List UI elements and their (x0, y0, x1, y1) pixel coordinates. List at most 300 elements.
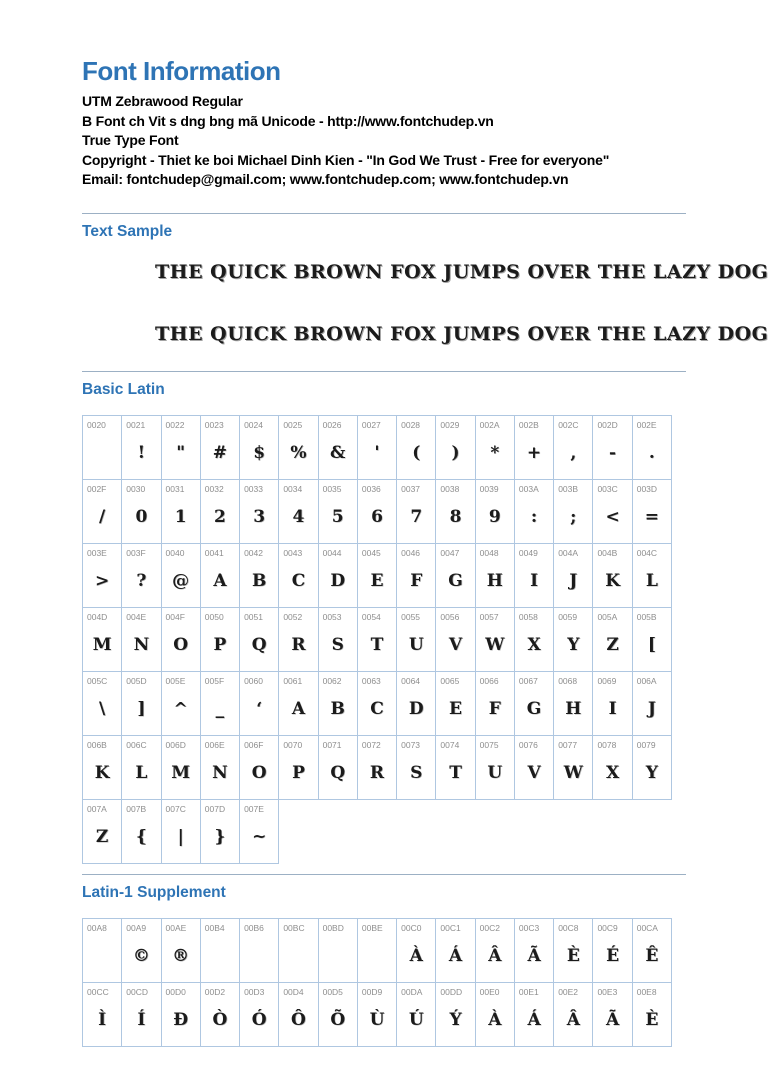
glyph-cell (435, 735, 475, 800)
glyph-code-label: 007B (126, 803, 147, 814)
glyph-character: T (370, 635, 384, 655)
glyph-character: * (490, 443, 500, 463)
glyph-code-label: 0069 (597, 675, 617, 686)
glyph-code-label: 0033 (244, 483, 263, 494)
glyph-cell (200, 479, 240, 544)
glyph-character: I (608, 699, 617, 719)
glyph-character: T (449, 763, 462, 783)
glyph-code-label: 0067 (518, 675, 538, 686)
glyph-row (83, 415, 686, 480)
glyph-character: # (212, 443, 228, 463)
glyph-code-label: 0031 (165, 483, 185, 494)
glyph-cell (475, 918, 515, 983)
glyph-cell (357, 735, 397, 800)
glyph-cell (239, 671, 279, 736)
glyph-cell (475, 671, 515, 736)
font-info-block (82, 92, 686, 190)
font-type-line: True Type Font (82, 132, 179, 148)
glyph-cell (592, 543, 632, 608)
glyph-cell (592, 479, 632, 544)
glyph-character: : (530, 507, 538, 527)
glyph-cell (318, 918, 358, 983)
glyph-character: © (132, 946, 150, 966)
glyph-cell (514, 543, 554, 608)
glyph-code-label: 00BD (322, 922, 344, 933)
glyph-cell (200, 918, 240, 983)
glyph-code-label: 0064 (401, 675, 421, 686)
glyph-character: ] (137, 699, 146, 719)
glyph-character: S (331, 635, 344, 655)
glyph-code-label: 006B (87, 739, 107, 750)
glyph-character: R (291, 635, 306, 655)
glyph-character: Á (527, 1010, 541, 1030)
glyph-code-label: 0040 (165, 547, 185, 558)
glyph-code-label: 0020 (87, 419, 106, 430)
glyph-code-label: 00E3 (597, 986, 618, 997)
glyph-character: K (605, 571, 620, 591)
glyph-cell (200, 543, 240, 608)
glyph-code-label: 003C (597, 483, 618, 494)
glyph-character: 5 (331, 507, 344, 527)
glyph-code-label: 005E (165, 675, 186, 686)
glyph-character: Ò (212, 1010, 228, 1030)
glyph-cell (239, 735, 279, 800)
glyph-character: % (290, 443, 307, 463)
glyph-character: Q (251, 635, 267, 655)
glyph-code-label: 003E (87, 547, 107, 558)
glyph-cell (357, 543, 397, 608)
glyph-cell (475, 543, 515, 608)
glyph-character: M (171, 763, 191, 783)
glyph-code-label: 0073 (401, 739, 421, 750)
glyph-code-label: 00D4 (283, 986, 304, 997)
glyph-character (279, 935, 317, 978)
glyph-code-label: 0032 (204, 483, 224, 494)
glyph-character: ? (136, 571, 147, 591)
glyph-code-label: 0065 (440, 675, 460, 686)
glyph-character: U (408, 635, 424, 655)
glyph-code-label: 0052 (283, 611, 303, 622)
glyph-code-label: 003A (518, 483, 539, 494)
glyph-code-label: 0046 (401, 547, 421, 558)
glyph-cell (239, 982, 279, 1047)
glyph-character: B (252, 571, 267, 591)
glyph-character: ^ (173, 699, 188, 719)
glyph-cell (82, 543, 122, 608)
glyph-code-label: 0037 (401, 483, 421, 494)
glyph-code-label: 0048 (479, 547, 499, 558)
glyph-code-label: 0038 (440, 483, 460, 494)
glyph-cell (592, 671, 632, 736)
glyph-code-label: 0054 (361, 611, 381, 622)
glyph-character: A (213, 571, 227, 591)
glyph-character: B (330, 699, 345, 719)
glyph-character: Í (137, 1010, 146, 1030)
glyph-code-label: 0063 (361, 675, 381, 686)
glyph-character: W (485, 635, 505, 655)
glyph-character: È (645, 1010, 659, 1030)
glyph-code-label: 0070 (283, 739, 303, 750)
glyph-cell (200, 982, 240, 1047)
glyph-character: Z (606, 635, 619, 655)
glyph-character: 9 (488, 507, 501, 527)
glyph-code-label: 0027 (361, 419, 381, 430)
glyph-character: J (569, 571, 578, 591)
glyph-cell (278, 543, 318, 608)
glyph-character: È (566, 946, 580, 966)
glyph-code-label: 007C (165, 803, 186, 814)
email-line: Email: fontchudep@gmail.com; www.fontchudep.com; www.fontchudep.vn (82, 171, 569, 187)
glyph-code-label: 005C (87, 675, 108, 686)
glyph-cell (161, 982, 201, 1047)
glyph-cell (632, 607, 672, 672)
glyph-character: E (370, 571, 384, 591)
glyph-code-label: 00A9 (126, 922, 147, 933)
glyph-cell (239, 607, 279, 672)
glyph-code-label: 00C3 (518, 922, 540, 933)
glyph-code-label: 004F (165, 611, 185, 622)
glyph-cell (161, 918, 201, 983)
glyph-cell (239, 479, 279, 544)
glyph-cell (396, 671, 436, 736)
glyph-character: Y (645, 763, 658, 783)
glyph-cell (553, 479, 593, 544)
font-description-line: B Font ch Vit s dng bng mã Unicode - http://www.fontchudep.vn (82, 112, 494, 129)
glyph-character: ® (172, 946, 190, 966)
glyph-character: Q (330, 763, 346, 783)
glyph-cell (82, 735, 122, 800)
text-sample-line-1: THE QUICK BROWN FOX JUMPS OVER THE LAZY DOG (155, 260, 768, 283)
glyph-character: F (410, 571, 423, 591)
glyph-code-label: 0024 (244, 419, 263, 430)
glyph-code-label: 0042 (244, 547, 263, 558)
glyph-character: - (609, 443, 617, 463)
glyph-code-label: 0053 (322, 611, 342, 622)
glyph-cell (357, 479, 397, 544)
glyph-cell (121, 982, 161, 1047)
glyph-cell (121, 735, 161, 800)
glyph-code-label: 00E1 (518, 986, 539, 997)
glyph-cell (514, 982, 554, 1047)
glyph-code-label: 00C0 (401, 922, 422, 933)
glyph-cell (396, 543, 436, 608)
glyph-character: O (251, 763, 267, 783)
glyph-cell (632, 735, 672, 800)
glyph-code-label: 00BC (283, 922, 305, 933)
glyph-cell (161, 479, 201, 544)
glyph-code-label: 00C2 (479, 922, 500, 933)
glyph-code-label: 0060 (244, 675, 263, 686)
section-divider (82, 371, 686, 372)
basic-latin-heading: Basic Latin (82, 380, 165, 398)
glyph-character: Ã (605, 1010, 620, 1030)
glyph-cell (200, 799, 240, 864)
glyph-cell (121, 607, 161, 672)
glyph-cell (121, 799, 161, 864)
glyph-cell (82, 607, 122, 672)
glyph-cell (475, 982, 515, 1047)
glyph-character (83, 432, 121, 475)
glyph-code-label: 0043 (283, 547, 303, 558)
glyph-character: Đ (173, 1010, 189, 1030)
glyph-cell (161, 607, 201, 672)
glyph-cell (592, 918, 632, 983)
glyph-character: > (95, 571, 110, 591)
glyph-character: 2 (214, 507, 226, 527)
glyph-code-label: 0075 (479, 739, 499, 750)
glyph-cell (632, 543, 672, 608)
basic-latin-table (82, 415, 686, 864)
glyph-cell (396, 982, 436, 1047)
glyph-code-label: 005F (204, 675, 225, 686)
latin1-supplement-table (82, 918, 686, 1047)
copyright-line: Copyright - Thiet ke boi Michael Dinh Kien - "In God We Trust - Free for everyone" (82, 151, 610, 168)
glyph-character: + (526, 443, 542, 463)
glyph-cell (553, 415, 593, 480)
glyph-code-label: 002E (636, 419, 657, 430)
glyph-character: 8 (449, 507, 462, 527)
glyph-character: D (408, 699, 424, 719)
glyph-cell (318, 543, 358, 608)
glyph-code-label: 00CC (87, 986, 109, 997)
glyph-code-label: 0041 (204, 547, 224, 558)
glyph-character: Y (567, 635, 580, 655)
glyph-code-label: 0025 (283, 419, 303, 430)
glyph-cell (82, 799, 122, 864)
glyph-code-label: 0066 (479, 675, 499, 686)
glyph-cell (396, 415, 436, 480)
glyph-character: L (135, 763, 148, 783)
glyph-character: U (487, 763, 503, 783)
glyph-code-label: 005A (597, 611, 618, 622)
glyph-cell (396, 918, 436, 983)
glyph-cell (200, 735, 240, 800)
glyph-cell (435, 543, 475, 608)
glyph-code-label: 006C (126, 739, 147, 750)
glyph-cell (357, 982, 397, 1047)
glyph-character: 4 (292, 507, 305, 527)
glyph-character: ~ (252, 827, 267, 847)
glyph-cell (514, 415, 554, 480)
glyph-character: 3 (253, 507, 266, 527)
glyph-code-label: 005B (636, 611, 657, 622)
glyph-character: Ã (527, 946, 541, 966)
glyph-character: Ì (98, 1010, 107, 1030)
glyph-code-label: 00CA (636, 922, 658, 933)
glyph-code-label: 00E2 (558, 986, 579, 997)
glyph-code-label: 004E (126, 611, 147, 622)
glyph-character: 6 (371, 507, 383, 527)
glyph-code-label: 005D (126, 675, 147, 686)
glyph-code-label: 0029 (440, 419, 460, 430)
glyph-row (83, 799, 686, 864)
glyph-cell (632, 415, 672, 480)
glyph-code-label: 003F (126, 547, 146, 558)
glyph-character: 7 (410, 507, 423, 527)
glyph-character: & (330, 443, 346, 463)
glyph-character (358, 935, 396, 978)
glyph-cell (278, 735, 318, 800)
glyph-cell (514, 918, 554, 983)
glyph-character: S (410, 763, 423, 783)
glyph-character: À (409, 946, 423, 966)
glyph-cell (278, 671, 318, 736)
glyph-character: Ó (251, 1010, 267, 1030)
glyph-character: _ (215, 699, 225, 719)
glyph-code-label: 0051 (244, 611, 263, 622)
glyph-cell (239, 543, 279, 608)
glyph-code-label: 0030 (126, 483, 146, 494)
glyph-cell (239, 799, 279, 864)
glyph-code-label: 002A (479, 419, 500, 430)
glyph-code-label: 002B (518, 419, 539, 430)
glyph-character: = (644, 507, 659, 527)
glyph-code-label: 0039 (479, 483, 499, 494)
glyph-code-label: 0026 (322, 419, 342, 430)
glyph-code-label: 0079 (636, 739, 656, 750)
text-sample-line-2: THE QUICK BROWN FOX JUMPS OVER THE LAZY DOG (155, 322, 768, 345)
glyph-cell (357, 918, 397, 983)
glyph-character: Â (566, 1010, 580, 1030)
glyph-code-label: 0061 (283, 675, 303, 686)
glyph-cell (82, 415, 122, 480)
glyph-cell (357, 607, 397, 672)
glyph-code-label: 002F (87, 483, 107, 494)
glyph-cell (396, 735, 436, 800)
glyph-code-label: 0047 (440, 547, 460, 558)
glyph-code-label: 007E (244, 803, 264, 814)
glyph-cell (200, 607, 240, 672)
text-sample-heading: Text Sample (82, 222, 173, 240)
glyph-cell (82, 918, 122, 983)
glyph-cell (514, 479, 554, 544)
glyph-cell (553, 735, 593, 800)
glyph-cell (121, 671, 161, 736)
section-divider (82, 213, 686, 214)
glyph-code-label: 00B6 (244, 922, 264, 933)
glyph-cell (318, 415, 358, 480)
glyph-code-label: 0062 (322, 675, 342, 686)
glyph-cell (435, 671, 475, 736)
glyph-character: X (605, 763, 620, 783)
glyph-cell (278, 479, 318, 544)
glyph-code-label: 0074 (440, 739, 460, 750)
glyph-code-label: 00CD (126, 986, 148, 997)
glyph-code-label: 006A (636, 675, 657, 686)
glyph-cell (592, 415, 632, 480)
glyph-character: ! (137, 443, 146, 463)
glyph-cell (82, 982, 122, 1047)
glyph-cell (161, 735, 201, 800)
glyph-row (83, 735, 686, 800)
glyph-code-label: 00D2 (204, 986, 226, 997)
glyph-character: H (565, 699, 582, 719)
glyph-character: F (488, 699, 501, 719)
glyph-code-label: 00BE (361, 922, 383, 933)
glyph-cell (121, 918, 161, 983)
font-name-line: UTM Zebrawood Regular (82, 93, 243, 109)
glyph-character: Ù (369, 1010, 385, 1030)
glyph-code-label: 0049 (518, 547, 538, 558)
glyph-cell (82, 671, 122, 736)
glyph-cell (514, 607, 554, 672)
glyph-character: K (94, 763, 110, 783)
glyph-character: O (173, 635, 189, 655)
glyph-cell (318, 607, 358, 672)
glyph-code-label: 007A (87, 803, 107, 814)
glyph-cell (632, 479, 672, 544)
glyph-code-label: 003B (558, 483, 579, 494)
glyph-character: G (526, 699, 542, 719)
glyph-character: Ê (645, 946, 659, 966)
glyph-cell (435, 918, 475, 983)
glyph-character: ) (451, 443, 460, 463)
glyph-cell (475, 735, 515, 800)
glyph-cell (553, 982, 593, 1047)
glyph-character: À (488, 1010, 502, 1030)
glyph-cell (121, 415, 161, 480)
glyph-character: E (449, 699, 462, 719)
glyph-character: P (292, 763, 305, 783)
glyph-character: ‘ (256, 699, 263, 719)
glyph-code-label: 00C8 (558, 922, 579, 933)
glyph-code-label: 00DA (401, 986, 423, 997)
glyph-code-label: 00AE (165, 922, 187, 933)
glyph-code-label: 0068 (558, 675, 578, 686)
glyph-code-label: 004C (636, 547, 658, 558)
glyph-character: [ (647, 635, 656, 655)
glyph-code-label: 0076 (518, 739, 538, 750)
glyph-code-label: 0021 (126, 419, 146, 430)
glyph-character (201, 935, 239, 978)
glyph-cell (239, 918, 279, 983)
glyph-code-label: 00A8 (87, 922, 107, 933)
glyph-cell (278, 918, 318, 983)
glyph-code-label: 004B (597, 547, 618, 558)
glyph-character: | (177, 827, 184, 847)
glyph-code-label: 0077 (558, 739, 578, 750)
glyph-code-label: 0059 (558, 611, 578, 622)
glyph-character: 0 (135, 507, 148, 527)
glyph-character: W (563, 763, 583, 783)
glyph-cell (318, 982, 358, 1047)
glyph-code-label: 0023 (204, 419, 224, 430)
glyph-character: 1 (174, 507, 187, 527)
glyph-code-label: 0045 (361, 547, 381, 558)
glyph-code-label: 0078 (597, 739, 617, 750)
glyph-cell (200, 671, 240, 736)
glyph-code-label: 003D (636, 483, 658, 494)
glyph-cell (632, 918, 672, 983)
glyph-character: N (212, 763, 228, 783)
glyph-code-label: 00C9 (597, 922, 618, 933)
glyph-cell (514, 671, 554, 736)
glyph-code-label: 0034 (283, 483, 303, 494)
glyph-character: Á (448, 946, 463, 966)
glyph-cell (318, 671, 358, 736)
latin1-supplement-heading: Latin-1 Supplement (82, 883, 226, 901)
glyph-character: , (570, 443, 577, 463)
glyph-code-label: 00C1 (440, 922, 461, 933)
glyph-code-label: 00D0 (165, 986, 186, 997)
glyph-character: Ô (291, 1010, 306, 1030)
glyph-character: . (648, 443, 655, 463)
glyph-cell (357, 671, 397, 736)
glyph-code-label: 0055 (401, 611, 421, 622)
glyph-character (240, 935, 278, 978)
glyph-character: Õ (330, 1010, 346, 1030)
glyph-character: ( (412, 443, 421, 463)
